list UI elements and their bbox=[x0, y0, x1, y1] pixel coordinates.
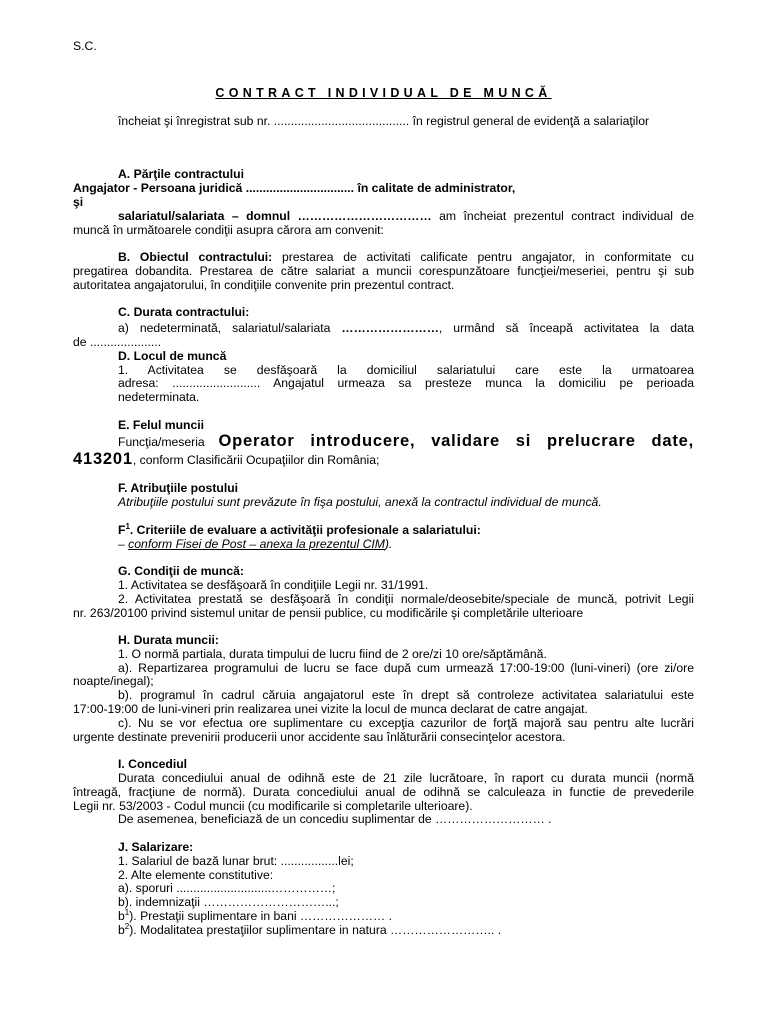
section-h-line-2: a). Repartizarea programului de lucru se face după cum urmează 17:00-19:00 (luni-vineri) (ore zi/ore bbox=[118, 660, 694, 675]
employer-line bbox=[73, 182, 694, 196]
section-g-heading: G. Condiţii de muncă: bbox=[118, 564, 244, 579]
section-b bbox=[73, 251, 694, 292]
occupation-name: Operator introducere, validare si prelucrare date, bbox=[218, 431, 695, 450]
section-h-line-3: noapte/inegal); bbox=[73, 674, 154, 689]
section-a bbox=[73, 168, 694, 237]
section-j bbox=[73, 841, 694, 938]
contract-page bbox=[73, 40, 694, 938]
section-i-line-3: Legii nr. 53/2003 - Codul muncii (cu modificarile si completarile ulterioare). bbox=[73, 798, 473, 813]
section-i-line-4: De asemenea, beneficiază de un concediu suplimentar de ……………………… . bbox=[118, 812, 552, 827]
section-c-line-2: de ..................... bbox=[73, 334, 162, 349]
section-i-heading: I. Concediul bbox=[118, 757, 188, 772]
section-j-heading: J. Salarizare: bbox=[118, 840, 194, 855]
section-i-line-1: Durata concediului anual de odihnă este de 21 zile lucrătoare, în raport cu durata muncii (normă bbox=[118, 771, 694, 786]
section-b-line-3: autoritatea angajatorului, în condiţiile convenite prin prezentul contract. bbox=[73, 277, 455, 292]
section-f-heading: F. Atribuţiile postului bbox=[118, 481, 239, 496]
document-title: CONTRACT INDIVIDUAL DE MUNCĂ bbox=[215, 85, 552, 100]
job-description-reference: conform Fisei de Post – anexa la prezentul CIM bbox=[128, 536, 385, 551]
section-d bbox=[73, 350, 694, 405]
section-j-line-4: b). indemnizaţii …………………………...; bbox=[118, 895, 339, 910]
section-e bbox=[73, 419, 694, 469]
section-i-line-2: întreagă, fracţiune de normă). Durata concediului anual de odihnă se calculeaza in functie de prevederile bbox=[73, 784, 694, 799]
employee-dots: …………………………… bbox=[290, 208, 440, 223]
section-f1-heading: $F^1$. Criteriile de evaluare a activităţii profesionale a salariatului: bbox=[118, 521, 481, 537]
section-e-heading: E. Felul muncii bbox=[118, 417, 205, 432]
section-a-heading: A. Părţile contractului bbox=[118, 167, 244, 182]
section-a-text-1: am încheiat prezentul contract individual de bbox=[439, 208, 694, 223]
section-f-line-1: Atribuţiile postului sunt prevăzute în fişa postului, anexă la contractul individual de muncă. bbox=[118, 495, 602, 510]
section-h-line-4: b). programul în cadrul căruia angajatorul este în drept să controleze activitatea salariatului este bbox=[118, 688, 694, 703]
section-h-line-5: 17:00-19:00 de luni-vineri prin realizarea unei vizite la locul de munca declarat de catre angajat. bbox=[73, 702, 588, 717]
section-i bbox=[73, 758, 694, 827]
section-c-dots: …………………… bbox=[341, 321, 439, 336]
section-c bbox=[73, 306, 694, 349]
section-b-heading: B. Obiectul contractului: bbox=[118, 250, 273, 265]
section-j-line-6: $b^2$). Modalitatea prestaţiilor suplimentare in natura …………………….. . bbox=[118, 921, 502, 937]
occupation-code: 413201 bbox=[73, 449, 133, 468]
section-g-line-2: 2. Activitatea prestată se desfăşoară în condiţii normale/deosebite/speciale de muncă, potrivit Legii bbox=[118, 591, 694, 606]
document-subtitle: încheiat şi înregistrat sub nr. ........................................ în registrul general de evidenţă a salariaţilor bbox=[117, 113, 650, 128]
section-j-line-3: a). sporuri ............................……………; bbox=[118, 881, 336, 896]
section-b-line-2: pregatirea dobandita. Prestarea de către salariat a muncii corespunzătoare funcţiei/meseriei, pentru şi sub bbox=[73, 263, 694, 278]
section-j-line-2: 2. Alte elemente constitutive: bbox=[118, 867, 274, 882]
function-prefix: Funcţia/meseria bbox=[118, 434, 205, 449]
and-word: şi bbox=[73, 194, 84, 209]
employer-role: în calitate de administrator, bbox=[357, 181, 516, 196]
section-g bbox=[73, 565, 694, 620]
section-d-line-2: adresa: .......................... Angajatul urmeaza sa presteze munca la domiciliu pe perioada bbox=[118, 376, 694, 391]
section-e-line-1 bbox=[73, 433, 694, 451]
section-e-line-2 bbox=[73, 451, 694, 469]
employee-label: salariatul/salariata – domnul bbox=[118, 208, 291, 223]
section-h-heading: H. Durata muncii: bbox=[118, 633, 219, 648]
employee-line bbox=[73, 210, 694, 224]
section-h-line-6: c). Nu se vor efectua ore suplimentare cu excepţia cazurilor de forţă majoră sau pentru alte lucrări bbox=[118, 715, 694, 730]
section-j-line-5: $b^1$). Prestaţii suplimentare in bani ………………… . bbox=[118, 907, 393, 924]
section-b-line-1: B. Obiectul contractului: prestarea de activitati calificate pentru angajator, in conformitate cu bbox=[118, 250, 694, 265]
employer-label: Angajator - Persoana juridică bbox=[73, 181, 243, 196]
section-h-line-7: urgente destinate prevenirii producerii unor accidente sau înlăturării consecinţelor acestora. bbox=[73, 729, 566, 744]
section-g-line-1: 1. Activitatea se desfăşoară în condiţiile Legii nr. 31/1991. bbox=[118, 577, 429, 592]
occupation-suffix: , conform Clasificării Ocupaţiilor din România; bbox=[132, 452, 380, 467]
section-f1-line-1: – conform Fisei de Post – anexa la prezentul CIM). bbox=[118, 536, 393, 551]
section-h-line-1: 1. O normă partiala, durata timpului de lucru fiind de 2 ore/zi 10 ore/săptămână. bbox=[118, 646, 547, 661]
section-d-line-3: nedeterminata. bbox=[118, 390, 200, 405]
section-c-line-1: a) nedeterminată, salariatul/salariata ……………………, urmând să înceapă activitatea la data bbox=[118, 321, 694, 336]
section-j-line-1: 1. Salariul de bază lunar brut: .................lei; bbox=[118, 853, 354, 868]
section-h bbox=[73, 634, 694, 744]
section-f bbox=[73, 482, 694, 510]
section-g-line-3: nr. 263/20100 privind sistemul unitar de pensii publice, cu modificările şi completările ulterioare bbox=[73, 605, 584, 620]
section-d-heading: D. Locul de muncă bbox=[118, 348, 227, 363]
section-a-text-2: muncă în următoarele condiţii asupra cărora am convenit: bbox=[73, 222, 384, 237]
company-header: S.C. bbox=[73, 39, 97, 53]
section-d-line-1: 1. Activitatea se desfăşoară la domiciliul salariatului care este la urmatoarea bbox=[118, 362, 694, 377]
section-c-heading: C. Durata contractului: bbox=[118, 305, 250, 320]
employer-dots: ................................ bbox=[242, 181, 358, 196]
section-f1 bbox=[73, 521, 694, 552]
